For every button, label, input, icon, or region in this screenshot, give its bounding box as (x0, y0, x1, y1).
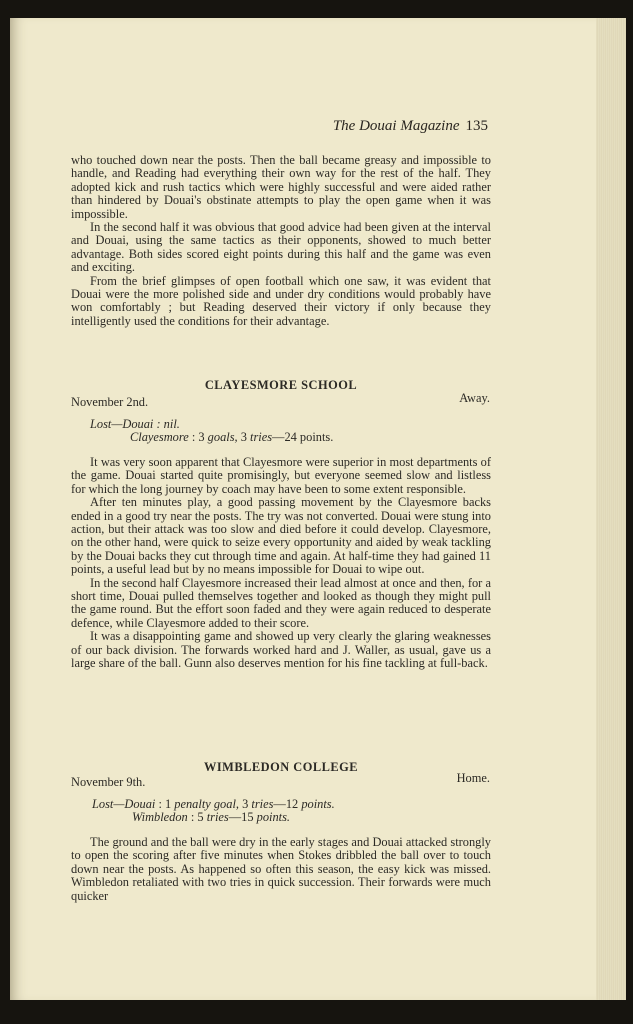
result-unit: points. (256, 810, 291, 824)
result-score: : 3 (188, 430, 208, 444)
result-unit: goals, (207, 430, 238, 444)
match-heading: CLAYESMORE SCHOOL (204, 378, 358, 392)
match-date: November 9th. (71, 775, 146, 789)
result-team: Clayesmore (130, 430, 189, 444)
match2-report (71, 836, 491, 903)
result-total: —15 (228, 810, 257, 824)
result-unit: tries (206, 810, 229, 824)
result-score: 3 (239, 797, 252, 811)
match-venue: Home. (456, 771, 490, 785)
paragraph: From the brief glimpses of open football which one saw, it was evident that Douai were the more polished side and under dry conditions would probably have won comfortably ; but Reading deserved their victory if only because they intelligently used the conditions for their advantage. (71, 273, 491, 328)
magazine-title: The Douai Magazine (332, 118, 460, 134)
result-score: 3 (237, 430, 251, 444)
paragraph: who touched down near the posts. Then the ball became greasy and impossible to handle, and Reading had everything their own way for the rest of the half. They adopted kick and rush tactics which were highly successful and were aided rather than hindered by Douai's obstinate attempts to play the open game when it was impossible. (71, 153, 491, 221)
running-header (333, 118, 488, 135)
match-heading: WIMBLEDON COLLEGE (203, 760, 359, 774)
result-score: : 1 (155, 797, 175, 811)
result-score: : 5 (187, 810, 207, 824)
paragraph: The ground and the ball were dry in the early stages and Douai attacked strongly to open the scoring after five minutes when Stokes dribbled the ball over to touch down near the posts. As happened so often this season, the easy kick was missed. Wimbledon retaliated with two tries in quick succession. Their forwards were much quicker (71, 835, 491, 903)
result-score: : nil. (153, 417, 180, 431)
paragraph: In the second half it was obvious that good advice had been given at the interval and Douai, using the same tactics as their opponents, showed to much better advantage. Both sides scored eight points during this half and the game was even and exciting. (71, 220, 491, 275)
paragraph: It was a disappointing game and showed up very clearly the glaring weaknesses of our back division. The forwards worked hard and J. Waller, as usual, gave us a large share of the ball. Gunn also deserves mention for his fine tackling at full-back. (71, 629, 491, 671)
result-total: —12 (273, 797, 302, 811)
result-line-2 (130, 430, 333, 445)
paragraph: After ten minutes play, a good passing movement by the Clayesmore backs ended in a good try near the posts. The try was not converted. Douai were stung into action, but their attack was too slow and died before it could develop. Clayesmore, on the other hand, were quick to seize every opportunity and aided by weak tackling by the Douai backs they cut through time and again. At half-time they had gained 11 points, a useful lead but by no means impossible for Douai to wipe out. (71, 495, 491, 577)
result-unit: points. (301, 797, 335, 811)
result-unit: penalty goal, (174, 797, 239, 811)
result-team: Lost—Douai (92, 797, 156, 811)
match-date: November 2nd. (71, 395, 149, 409)
match1-report (71, 456, 491, 671)
result-team: Lost—Douai (90, 417, 154, 431)
page-edges (596, 18, 626, 1000)
result-total: —24 points. (272, 430, 334, 444)
result-team: Wimbledon (132, 810, 188, 824)
match-venue: Away. (459, 391, 490, 405)
result-unit: tries (251, 797, 274, 811)
result-unit: tries (250, 430, 273, 444)
paragraph: In the second half Clayesmore increased their lead almost at once and then, for a short time, Douai pulled themselves together and looked as though they might pull the game round. But the effort soon faded and they were again reduced to desperate defence, while Clayesmore added to their score. (71, 575, 491, 630)
result-line-2 (132, 810, 290, 825)
page-number: 135 (465, 118, 488, 134)
intro-text (71, 154, 491, 328)
paragraph: It was very soon apparent that Clayesmore were superior in most departments of the game. Douai started quite promisingly, but everyone seemed slow and listless for which the long journey by coach may have been to some extent responsible. (71, 455, 491, 496)
